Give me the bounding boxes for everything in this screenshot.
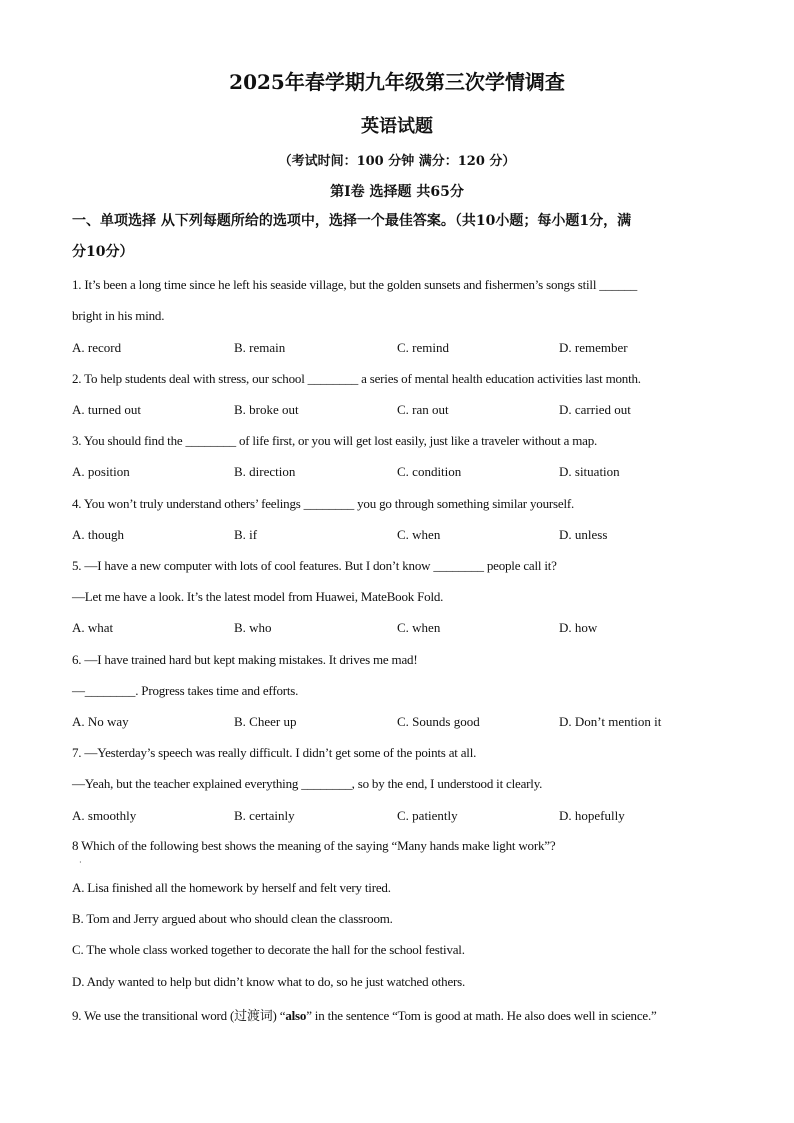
question-5-option-c[interactable]: C. when [397,620,441,635]
question-8-option-c[interactable]: C. The whole class worked together to decorate the hall for the school festival. [72,942,465,957]
question-6-option-c[interactable]: C. Sounds good [397,714,480,729]
question-9-stem [72,1005,657,1024]
question-4-option-c[interactable]: C. when [397,527,441,542]
exam-title: 2025年春学期九年级第三次学情调查 [229,70,565,94]
question-6-option-a[interactable]: A. No way [72,714,129,729]
question-6-option-b[interactable]: B. Cheer up [234,714,297,729]
section-heading-line2: 分10分） [72,244,134,260]
section-heading-line1: 一、单项选择 从下列每题所给的选项中，选择一个最佳答案。（共10小题；每小题1分，满 [72,213,632,229]
question-1-stem: 1. It’s been a long time since he left his seaside village, but the golden sunsets and fishermen’s songs still ______ [72,277,638,292]
question-3-option-c[interactable]: C. condition [397,464,462,479]
question-4-option-b[interactable]: B. if [234,527,258,542]
question-9-keyword: also [285,1008,307,1023]
question-2-option-c[interactable]: C. ran out [397,402,449,417]
question-1-stem-cont: bright in his mind. [72,308,165,323]
question-8-option-b[interactable]: B. Tom and Jerry argued about who should clean the classroom. [72,911,393,926]
question-3-option-d[interactable]: D. situation [559,464,620,479]
question-6-stem: 6. —I have trained hard but kept making mistakes. It drives me mad! [72,652,418,667]
question-6-reply: —________. Progress takes time and efforts. [72,683,299,698]
question-7-reply: —Yeah, but the teacher explained everything ________, so by the end, I understood it clearly. [72,776,543,791]
question-8-option-d[interactable]: D. Andy wanted to help but didn’t know what to do, so he just watched others. [72,974,466,989]
question-4-option-d[interactable]: D. unless [559,527,608,542]
question-3-stem: 3. You should find the ________ of life first, or you will get lost easily, just like a traveler without a map. [72,433,598,448]
question-5-option-d[interactable]: D. how [559,620,598,635]
question-6-option-d[interactable]: D. Don’t mention it [559,714,662,729]
question-2-option-b[interactable]: B. broke out [234,402,299,417]
question-7-option-d[interactable]: D. hopefully [559,808,625,823]
question-9-stem-after: ” in the sentence “Tom is good at math. He also does well in science.” [306,1008,657,1023]
question-7-stem: 7. —Yesterday’s speech was really difficult. I didn’t get some of the points at all. [72,745,477,760]
exam-subtitle: 英语试题 [361,116,433,137]
question-8-option-a[interactable]: A. Lisa finished all the homework by herself and felt very tired. [72,880,391,895]
question-1-option-c[interactable]: C. remind [397,340,449,355]
question-7-option-a[interactable]: A. smoothly [72,808,137,823]
question-9-stem-before: 9. We use the transitional word (过渡词) “ [72,1008,286,1023]
question-7-option-b[interactable]: B. certainly [234,808,295,823]
question-4-option-a[interactable]: A. though [72,527,124,542]
punctuation-dot: · [79,858,82,867]
question-2-stem: 2. To help students deal with stress, our school ________ a series of mental health education activities last month. [72,371,641,386]
question-5-option-a[interactable]: A. what [72,620,114,635]
question-2-option-d[interactable]: D. carried out [559,402,631,417]
question-5-reply: —Let me have a look. It’s the latest model from Huawei, MateBook Fold. [72,589,444,604]
question-5-stem: 5. —I have a new computer with lots of cool features. But I don’t know ________ people call it? [72,558,557,573]
question-7-option-c[interactable]: C. patiently [397,808,458,823]
question-2-option-a[interactable]: A. turned out [72,402,141,417]
question-8-stem: 8 Which of the following best shows the meaning of the saying “Many hands make light work”? [72,838,556,853]
question-1-option-a[interactable]: A. record [72,340,122,355]
part-title: 第Ⅰ卷 选择题 共65分 [330,184,464,200]
question-4-stem: 4. You won’t truly understand others’ feelings ________ you go through something similar yourself. [72,496,575,511]
question-3-option-b[interactable]: B. direction [234,464,296,479]
question-1-option-d[interactable]: D. remember [559,340,628,355]
exam-info: （考试时间：100 分钟 满分：120 分） [278,154,516,169]
question-5-option-b[interactable]: B. who [234,620,272,635]
question-3-option-a[interactable]: A. position [72,464,130,479]
question-1-option-b[interactable]: B. remain [234,340,286,355]
